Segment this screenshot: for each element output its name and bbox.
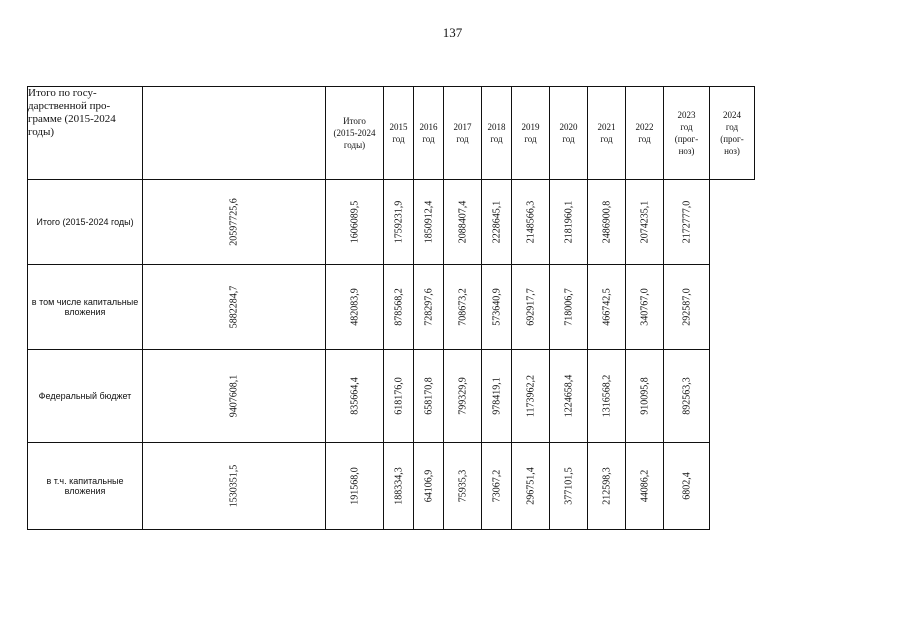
value-cell: [512, 180, 550, 265]
value-cell: [664, 443, 710, 530]
value-text: 2486900,8: [601, 200, 612, 244]
page-number: 137: [442, 25, 463, 40]
value-cell: [482, 180, 512, 265]
value-cell: [664, 350, 710, 443]
value-cell: [384, 180, 414, 265]
value-text: 340767,0: [639, 288, 650, 326]
value-text: 892563,3: [681, 377, 692, 415]
value-text: 692917,7: [525, 288, 536, 326]
col-header-total: Итого (2015-2024 годы): [326, 87, 384, 180]
col-header-2017: 2017 год: [444, 87, 482, 180]
col-header-2022: 2022 год: [626, 87, 664, 180]
value-cell: [550, 443, 588, 530]
col-header-2021: 2021 год: [588, 87, 626, 180]
value-text: 1606089,5: [349, 200, 360, 244]
value-cell: [444, 350, 482, 443]
value-cell: [326, 180, 384, 265]
value-text: 2088407,4: [457, 200, 468, 244]
col-header-2023: 2023 год (прог- ноз): [664, 87, 710, 180]
value-cell: [326, 350, 384, 443]
value-cell: [664, 265, 710, 350]
value-text: 2148566,3: [525, 200, 536, 244]
value-text: 728297,6: [423, 288, 434, 326]
value-cell: [588, 443, 626, 530]
value-cell: [626, 443, 664, 530]
value-cell: [414, 180, 444, 265]
value-cell: [512, 350, 550, 443]
value-text: 188334,3: [393, 467, 404, 505]
value-text: 835664,4: [349, 377, 360, 415]
value-cell: [414, 350, 444, 443]
col-header-2018: 2018 год: [482, 87, 512, 180]
col-header-2019: 2019 год: [512, 87, 550, 180]
row-label: Федеральный бюджет: [28, 350, 143, 443]
value-cell: [588, 350, 626, 443]
value-text: 1224658,4: [563, 374, 574, 418]
value-text: 573640,9: [491, 288, 502, 326]
value-cell: [143, 443, 326, 530]
value-cell: [626, 180, 664, 265]
value-text: 878568,2: [393, 288, 404, 326]
value-text: 2228645,1: [491, 200, 502, 244]
value-text: 910095,8: [639, 377, 650, 415]
value-text: 708673,2: [457, 288, 468, 326]
label-header-blank: [143, 87, 326, 180]
value-text: 5882284,7: [228, 285, 240, 329]
value-text: 64106,9: [423, 469, 434, 503]
value-cell: [326, 443, 384, 530]
value-text: 73067,2: [491, 469, 502, 503]
table-row: [28, 180, 755, 265]
value-text: 1173962,2: [525, 374, 536, 418]
value-cell: [482, 350, 512, 443]
col-header-2024: 2024 год (прог- ноз): [710, 87, 755, 180]
value-text: 296751,4: [525, 467, 536, 505]
value-cell: [143, 265, 326, 350]
value-text: 6802,4: [681, 472, 692, 500]
value-cell: [588, 180, 626, 265]
header-row: [28, 87, 755, 180]
value-text: 20597725,6: [228, 198, 240, 246]
budget-table: [27, 86, 755, 530]
value-cell: [550, 180, 588, 265]
value-text: 978419,1: [491, 377, 502, 415]
value-cell: [444, 265, 482, 350]
value-text: 292587,0: [681, 288, 692, 326]
value-text: 1316568,2: [601, 374, 612, 418]
row-label: в том числе капитальные вложения: [28, 265, 143, 350]
value-text: 2181960,1: [563, 200, 574, 244]
value-cell: [384, 350, 414, 443]
value-cell: [414, 443, 444, 530]
value-cell: [326, 265, 384, 350]
value-text: 212598,3: [601, 467, 612, 505]
value-cell: [482, 265, 512, 350]
table-row: [28, 443, 755, 530]
value-cell: [384, 443, 414, 530]
value-cell: [588, 265, 626, 350]
value-text: 44086,2: [639, 469, 650, 503]
col-header-2020: 2020 год: [550, 87, 588, 180]
value-cell: [384, 265, 414, 350]
value-cell: [143, 180, 326, 265]
value-cell: [143, 350, 326, 443]
value-text: 1530351,5: [228, 464, 240, 508]
value-cell: [444, 180, 482, 265]
table-row: [28, 350, 755, 443]
value-text: 1850912,4: [423, 200, 434, 244]
value-cell: [664, 180, 710, 265]
row-label: в т.ч. капитальные вложения: [28, 443, 143, 530]
value-text: 191568,0: [349, 467, 360, 505]
value-text: 2172777,0: [681, 200, 692, 244]
value-cell: [550, 265, 588, 350]
value-text: 658170,8: [423, 377, 434, 415]
value-cell: [626, 265, 664, 350]
value-cell: [550, 350, 588, 443]
table-row: [28, 265, 755, 350]
value-text: 377101,5: [563, 467, 574, 505]
program-title-cell: Итого по госу- дарственной про- грамме (2015-2024 годы): [28, 87, 143, 180]
row-label: Итого (2015-2024 годы): [28, 180, 143, 265]
value-cell: [626, 350, 664, 443]
value-text: 9407608,1: [228, 374, 240, 418]
value-text: 466742,5: [601, 288, 612, 326]
value-text: 799329,9: [457, 377, 468, 415]
value-text: 2074235,1: [639, 200, 650, 244]
value-text: 1759231,9: [393, 200, 404, 244]
value-cell: [414, 265, 444, 350]
value-text: 482083,9: [349, 288, 360, 326]
col-header-2016: 2016 год: [414, 87, 444, 180]
value-text: 718006,7: [563, 288, 574, 326]
col-header-2015: 2015 год: [384, 87, 414, 180]
value-cell: [444, 443, 482, 530]
value-cell: [512, 265, 550, 350]
value-text: 618176,0: [393, 377, 404, 415]
value-cell: [482, 443, 512, 530]
value-cell: [512, 443, 550, 530]
value-text: 75935,3: [457, 469, 468, 503]
